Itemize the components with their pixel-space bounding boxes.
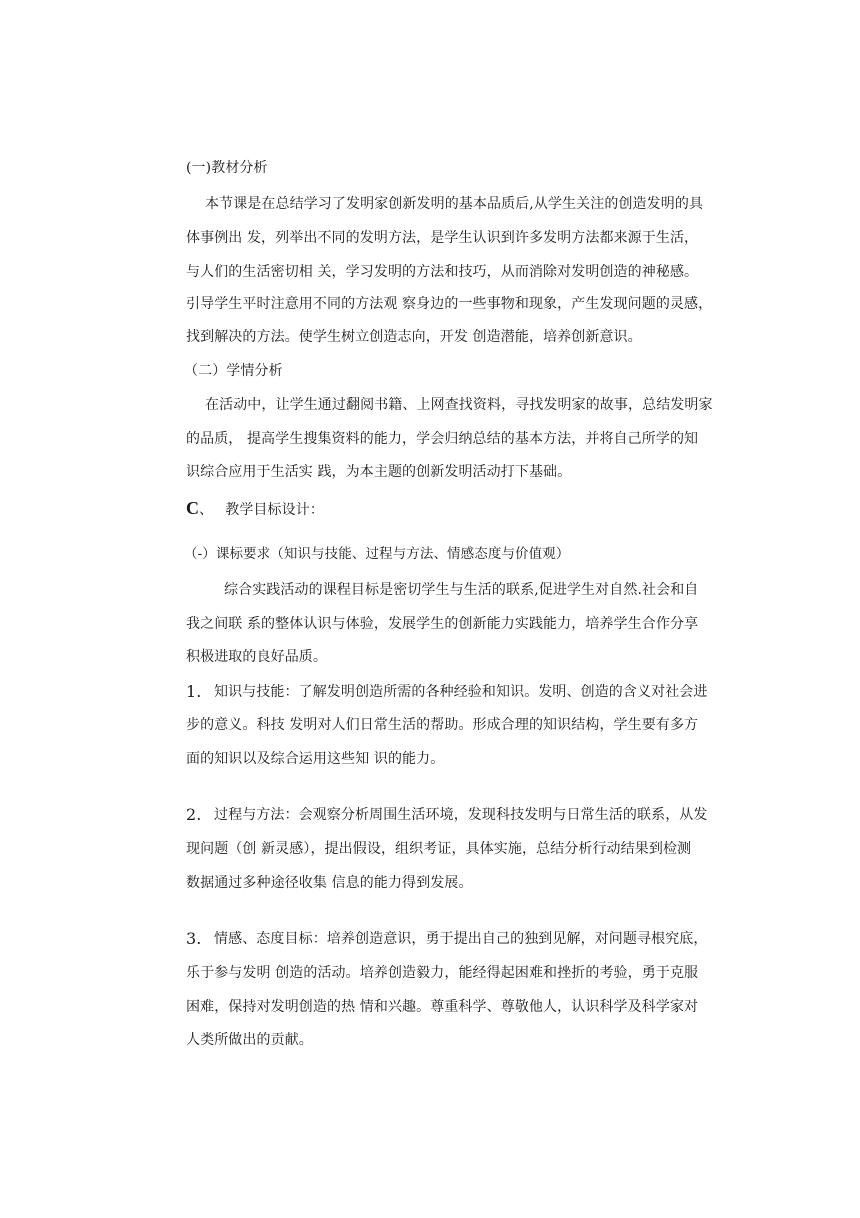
- paragraph-line: 综合实践活动的课程目标是密切学生与生活的联系,促进学生对自然.社会和自: [224, 582, 699, 598]
- list-item-line: 现问题（创 新灵感），提出假设，组织考证，具体实施，总结分析行动结果到检测: [186, 841, 692, 857]
- list-item-line: 困难，保持对发明创造的热 情和兴趣。尊重科学、尊敬他人，认识科学及科学家对: [186, 999, 699, 1015]
- list-item-line: 过程与方法：会观察分析周围生活环境，发现科技发明与日常生活的联系，从发: [214, 807, 708, 823]
- list-item-number: 3.: [186, 929, 202, 948]
- list-item-line: 知识与技能：了解发明创造所需的各种经验和知识。发明、创造的含义对社会进: [214, 684, 708, 700]
- paragraph-line: 体事例出 发，列举出不同的发明方法，是学生认识到许多发明方法都来源于生活，: [186, 230, 699, 246]
- list-item-line: 步的意义。科技 发明对人们日常生活的帮助。形成合理的知识结构，学生要有多方: [186, 717, 699, 733]
- paragraph-line: 我之间联 系的整体认识与体验，发展学生的创新能力实践能力，培养学生合作分享: [186, 616, 699, 632]
- section-letter-punct: 、: [199, 502, 214, 518]
- list-item-line: 情感、态度目标：培养创造意识，勇于提出自己的独到见解，对问题寻根究底，: [214, 931, 708, 947]
- list-item-line: 数据通过多种途径收集 信息的能力得到发展。: [186, 875, 473, 891]
- list-item-number: 1.: [186, 682, 202, 701]
- section-letter: C: [186, 498, 200, 518]
- paragraph-line: 引导学生平时注意用不同的方法观 察身边的一些事物和现象，产生发现问题的灵感，: [186, 296, 713, 312]
- paragraph-line: 本节课是在总结学习了发明家创新发明的基本品质后,从学生关注的创造发明的具: [205, 196, 704, 212]
- list-item-number: 2.: [186, 805, 202, 824]
- list-item-line: 面的知识以及综合运用这些知 识的能力。: [186, 751, 445, 767]
- paragraph-line: 识综合应用于生活实 践，为本主题的创新发明活动打下基础。: [186, 464, 572, 480]
- section-heading-student-analysis: （二）学情分析: [184, 363, 283, 379]
- list-item-line: 人类所做出的贡献。: [186, 1032, 313, 1048]
- section-heading-textbook-analysis: (一)教材分析: [186, 160, 268, 176]
- paragraph-line: 在活动中，让学生通过翻阅书籍、上网查找资料，寻找发明家的故事，总结发明家: [205, 397, 713, 413]
- section-title: 教学目标设计：: [225, 502, 324, 518]
- list-item-line: 乐于参与发明 创造的活动。培养创造毅力，能经得起困难和挫折的考验，勇于克服: [186, 965, 699, 981]
- paragraph-line: 的品质， 提高学生搜集资料的能力，学会归纳总结的基本方法，并将自己所学的知: [186, 431, 699, 447]
- paragraph-line: 找到解决的方法。使学生树立创造志向，开发 创造潜能，培养创新意识。: [186, 329, 642, 345]
- paragraph-line: 积极进取的良好品质。: [186, 649, 327, 665]
- section-heading-teaching-goals: [186, 498, 686, 520]
- subsection-heading-curriculum: （-）课标要求（知识与技能、过程与方法、情感态度与价值观）: [184, 546, 570, 562]
- paragraph-line: 与人们的生活密切相 关，学习发明的方法和技巧，从而消除对发明创造的神秘感。: [186, 264, 699, 280]
